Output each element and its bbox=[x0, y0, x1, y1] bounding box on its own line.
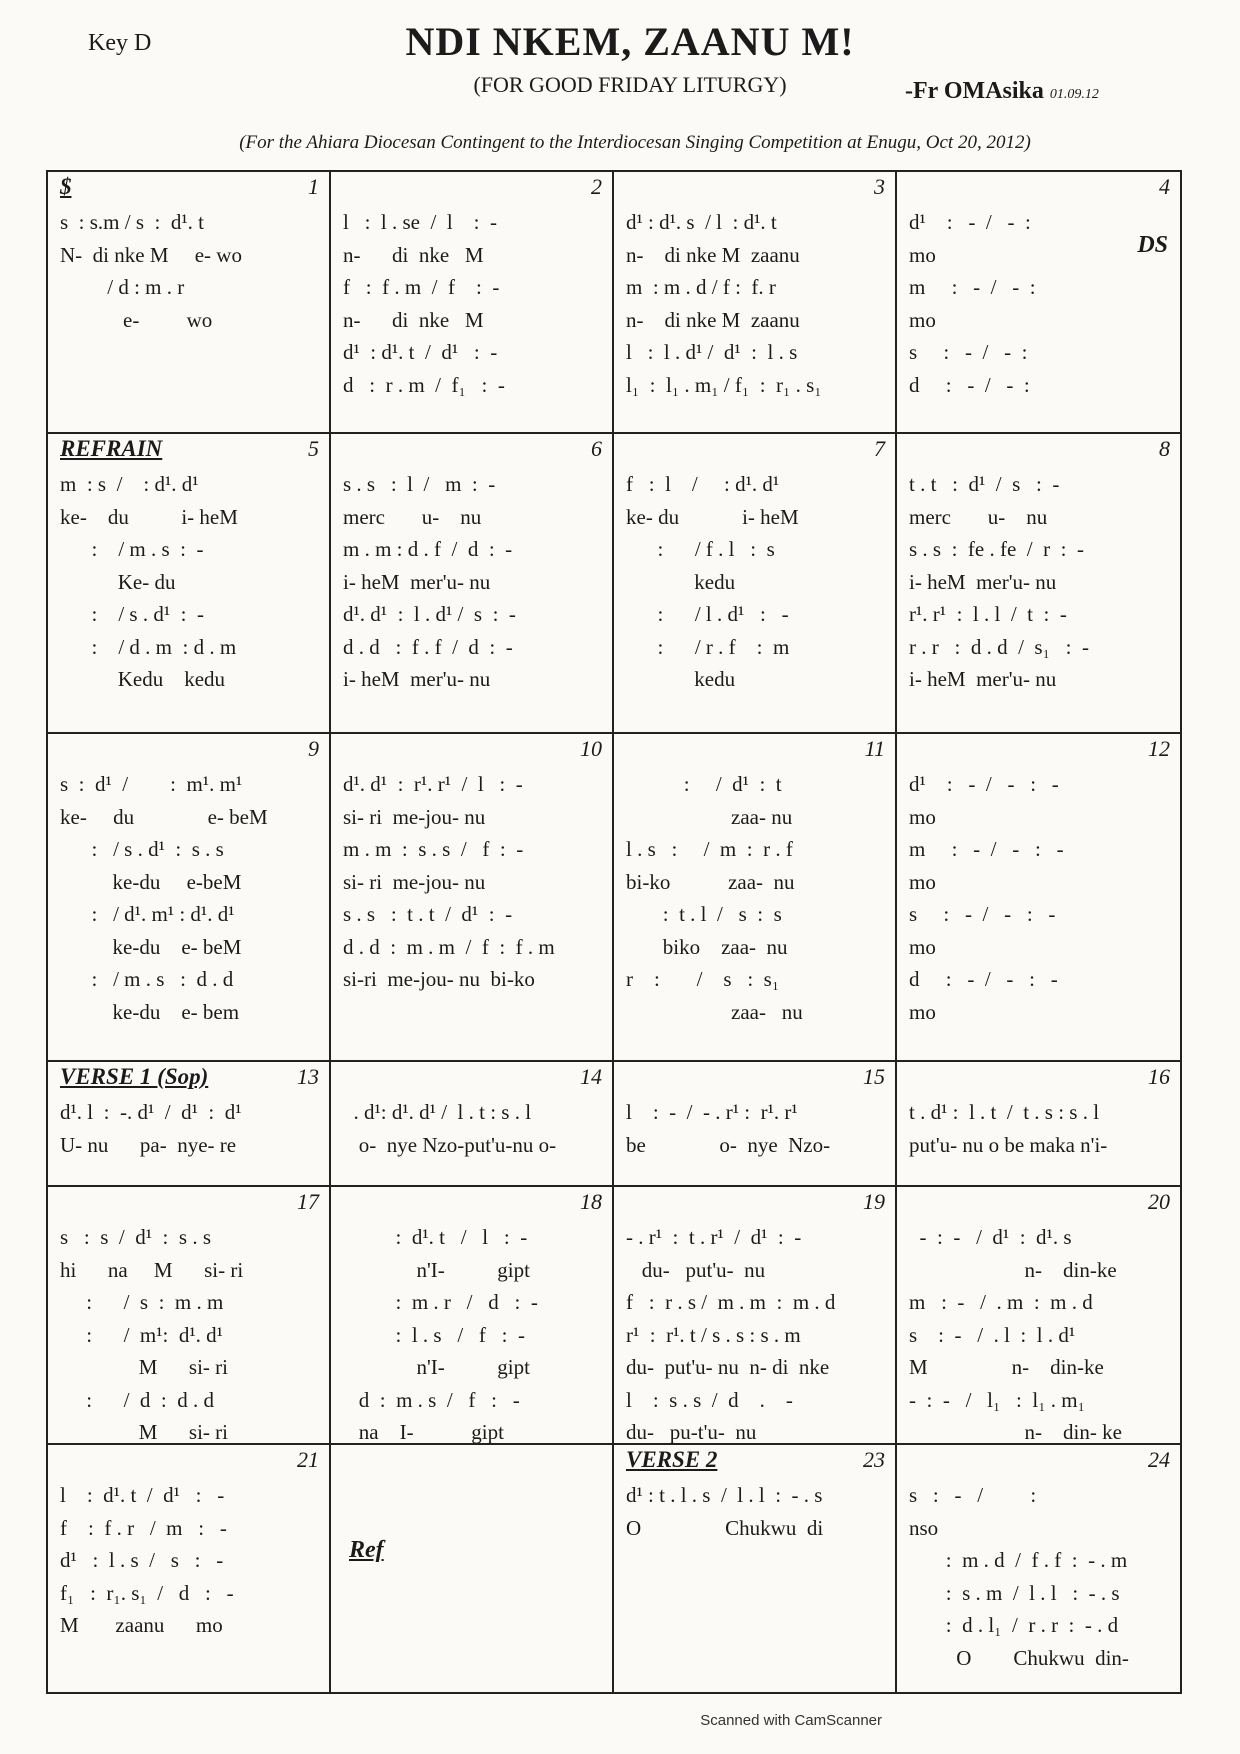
notation-line: m : - / . m : m . d bbox=[909, 1290, 1093, 1314]
notation-line: : d¹. t / l : - bbox=[343, 1225, 528, 1249]
notation-line: i- heM mer'u- nu bbox=[343, 569, 491, 594]
bar-cell bbox=[897, 1062, 1180, 1187]
section-label: VERSE 1 (Sop) bbox=[60, 1064, 209, 1089]
notation-line: r : / s : s₁ bbox=[626, 967, 780, 991]
notation-line: i- heM mer'u- nu bbox=[909, 569, 1057, 594]
notation-line: : s . m / l . l : - . s bbox=[909, 1580, 1120, 1605]
bar-number: 23 bbox=[863, 1447, 885, 1472]
notation-line: d¹ : - / - : - bbox=[909, 772, 1059, 796]
notation-line: biko zaa- nu bbox=[626, 934, 788, 959]
notation-line: mo bbox=[909, 242, 936, 267]
bar-number: 24 bbox=[1148, 1447, 1170, 1472]
bar-number: 1 bbox=[308, 174, 319, 199]
notation-line: m : - / - : - bbox=[909, 837, 1064, 861]
song-subtitle: (FOR GOOD FRIDAY LITURGY) bbox=[473, 72, 787, 97]
notation-line: ke-du e- beM bbox=[60, 934, 242, 959]
notation-lines bbox=[343, 1096, 602, 1161]
notation-line: r . r : d . d / s₁ : - bbox=[909, 634, 1089, 659]
notation-line: l : - / - . r¹ : r¹. r¹ bbox=[626, 1100, 798, 1124]
notation-line: d : - / - : - bbox=[909, 967, 1058, 991]
notation-lines bbox=[626, 206, 885, 401]
scanner-watermark: Scanned with CamScanner bbox=[700, 1712, 882, 1729]
bar-cell bbox=[614, 734, 897, 1062]
notation-line: mo bbox=[909, 307, 936, 332]
notation-line: M si- ri bbox=[60, 1355, 228, 1379]
notation-line: : / f . l : s bbox=[626, 537, 775, 561]
notation-line: s : d¹ / : m¹. m¹ bbox=[60, 772, 243, 796]
notation-line: merc u- nu bbox=[909, 504, 1048, 529]
section-label: $ bbox=[60, 174, 72, 199]
bar-cell bbox=[331, 1445, 614, 1692]
bar-cell bbox=[897, 434, 1180, 734]
notation-line: : m . d / f . f : - . m bbox=[909, 1548, 1128, 1572]
notation-lines bbox=[909, 1221, 1170, 1445]
bar-cell bbox=[48, 1062, 331, 1187]
notation-line: n'I- gipt bbox=[343, 1257, 530, 1282]
notation-line: : l . s / f : - bbox=[343, 1322, 525, 1347]
section-label: REFRAIN bbox=[60, 436, 163, 461]
notation-line: m : s / : d¹. d¹ bbox=[60, 472, 199, 496]
notation-line: s : - / : bbox=[909, 1483, 1037, 1507]
notation-line: l₁ : l₁ . m₁ / f₁ : r₁ . s₁ bbox=[626, 372, 822, 397]
notation-line: l . s : / m : r . f bbox=[626, 837, 793, 861]
bar-number: 20 bbox=[1148, 1189, 1170, 1214]
notation-line: f : f . r / m : - bbox=[60, 1515, 227, 1540]
notation-lines bbox=[626, 1221, 885, 1445]
notation-line: s : s / d¹ : s . s bbox=[60, 1225, 211, 1249]
bar-cell bbox=[614, 1445, 897, 1692]
notation-lines bbox=[909, 768, 1170, 1028]
notation-line: / d : m . r bbox=[60, 275, 185, 299]
bar-number: 9 bbox=[308, 736, 319, 761]
notation-line: ke- du i- heM bbox=[626, 504, 799, 529]
notation-line: n- di nke M bbox=[343, 307, 484, 332]
notation-lines bbox=[60, 1221, 319, 1445]
notation-line: d : r . m / f₁ : - bbox=[343, 372, 505, 397]
notation-line: d . d : m . m / f : f . m bbox=[343, 934, 555, 959]
notation-lines bbox=[626, 768, 885, 1028]
notation-lines bbox=[909, 1096, 1170, 1161]
notation-lines bbox=[909, 1479, 1170, 1674]
notation-line: d : m . s / f : - bbox=[343, 1387, 520, 1412]
notation-line: t . t : d¹ / s : - bbox=[909, 472, 1060, 496]
bar-number: 7 bbox=[874, 436, 885, 461]
bar-number: 14 bbox=[580, 1064, 602, 1089]
bar-number: 4 bbox=[1159, 174, 1170, 199]
key-signature: Key D bbox=[88, 30, 152, 56]
notation-lines bbox=[343, 1221, 602, 1445]
section-label: VERSE 2 bbox=[626, 1447, 718, 1472]
notation-line: M si- ri bbox=[60, 1420, 228, 1444]
notation-line: merc u- nu bbox=[343, 504, 482, 529]
notation-line: n'I- gipt bbox=[343, 1355, 530, 1379]
bar-number: 18 bbox=[580, 1189, 602, 1214]
notation-line: : t . l / s : s bbox=[626, 902, 782, 926]
notation-line: d¹ : d¹. t / d¹ : - bbox=[343, 340, 498, 364]
bar-number: 3 bbox=[874, 174, 885, 199]
bar-number: 2 bbox=[591, 174, 602, 199]
notation-line: - : - / d¹ : d¹. s bbox=[909, 1225, 1072, 1249]
notation-line: m . m : s . s / f : - bbox=[343, 837, 524, 861]
notation-line: d¹ : d¹. s / l : d¹. t bbox=[626, 210, 777, 234]
notation-line: M zaanu mo bbox=[60, 1613, 223, 1637]
notation-line: : / d : d . d bbox=[60, 1387, 215, 1412]
bar-cell bbox=[48, 1187, 331, 1445]
notation-line: U- nu pa- nye- re bbox=[60, 1132, 237, 1157]
bar-cell bbox=[48, 172, 331, 434]
notation-line: nso bbox=[909, 1515, 939, 1540]
notation-line: O Chukwu din- bbox=[909, 1645, 1129, 1670]
notation-line: N- di nke M e- wo bbox=[60, 242, 242, 267]
bar-cell bbox=[614, 1187, 897, 1445]
notation-line: s . s : l / m : - bbox=[343, 472, 496, 496]
bar-cell bbox=[331, 1062, 614, 1187]
notation-line: du- put'u- nu n- di nke bbox=[626, 1355, 830, 1379]
notation-line: i- heM mer'u- nu bbox=[909, 667, 1057, 691]
notation-line: s : - / - : bbox=[909, 340, 1028, 364]
notation-line: ke- du i- heM bbox=[60, 504, 238, 529]
bar-number: 12 bbox=[1148, 736, 1170, 761]
notation-line: : / m . s : d . d bbox=[60, 967, 234, 991]
notation-line: zaa- nu bbox=[626, 999, 803, 1024]
notation-line: Kedu kedu bbox=[60, 667, 226, 691]
notation-line: kedu bbox=[626, 569, 736, 594]
bar-number: 5 bbox=[308, 436, 319, 461]
notation-line: mo bbox=[909, 804, 936, 829]
bar-cell bbox=[331, 434, 614, 734]
bar-cell bbox=[897, 172, 1180, 434]
bar-number: 16 bbox=[1148, 1064, 1170, 1089]
notation-line: r¹. r¹ : l . l / t : - bbox=[909, 602, 1067, 626]
notation-line: l : l . se / l : - bbox=[343, 210, 497, 234]
bar-cell bbox=[331, 172, 614, 434]
notation-line: : / d . m : d . m bbox=[60, 634, 237, 659]
bar-cell bbox=[331, 734, 614, 1062]
notation-line: m : - / - : bbox=[909, 275, 1036, 299]
bar-number: 8 bbox=[1159, 436, 1170, 461]
notation-line: i- heM mer'u- nu bbox=[343, 667, 491, 691]
notation-line: zaa- nu bbox=[626, 804, 793, 829]
notation-line: : / s . d¹ : s . s bbox=[60, 837, 224, 861]
bar-number: 17 bbox=[297, 1189, 319, 1214]
refrain-reference: Ref bbox=[349, 1537, 384, 1563]
notation-line: put'u- nu o be maka n'i- bbox=[909, 1132, 1108, 1157]
notation-line: - . r¹ : t . r¹ / d¹ : - bbox=[626, 1225, 802, 1249]
notation-line: l : l . d¹ / d¹ : l . s bbox=[626, 340, 798, 364]
notation-line: s : s.m / s : d¹. t bbox=[60, 210, 204, 234]
notation-line: mo bbox=[909, 934, 936, 959]
notation-line: si- ri me-jou- nu bbox=[343, 869, 486, 894]
notation-lines bbox=[626, 1479, 885, 1544]
notation-line: be o- nye Nzo- bbox=[626, 1132, 831, 1157]
notation-line: s . s : fe . fe / r : - bbox=[909, 537, 1084, 561]
notation-line: d¹ : t . l . s / l . l : - . s bbox=[626, 1483, 823, 1507]
notation-lines bbox=[60, 468, 319, 696]
notation-lines bbox=[343, 206, 602, 401]
bar-cell bbox=[48, 734, 331, 1062]
notation-line: f : r . s / m . m : m . d bbox=[626, 1290, 836, 1314]
notation-line: n- din- ke bbox=[909, 1420, 1122, 1444]
notation-line: l : s . s / d . - bbox=[626, 1387, 793, 1412]
notation-line: s : - / - : - bbox=[909, 902, 1056, 926]
notation-line: o- nye Nzo-put'u-nu o- bbox=[343, 1132, 557, 1157]
notation-lines bbox=[60, 206, 319, 336]
notation-line: n- di nke M bbox=[343, 242, 484, 267]
notation-line: s . s : t . t / d¹ : - bbox=[343, 902, 513, 926]
notation-line: d¹. d¹ : r¹. r¹ / l : - bbox=[343, 772, 523, 796]
song-title: NDI NKEM, ZAANU M! bbox=[405, 19, 855, 64]
composition-date: 01.09.12 bbox=[1049, 87, 1099, 102]
notation-line: : d . l₁ / r . r : - . d bbox=[909, 1613, 1119, 1637]
composer bbox=[905, 78, 1099, 105]
bar-cell bbox=[897, 1445, 1180, 1692]
bar-cell bbox=[48, 434, 331, 734]
bar-number: 21 bbox=[297, 1447, 319, 1472]
notation-line: bi-ko zaa- nu bbox=[626, 869, 795, 894]
notation-line: ke-du e-beM bbox=[60, 869, 242, 894]
notation-line: t . d¹ : l . t / t . s : s . l bbox=[909, 1100, 1100, 1124]
bar-number: 19 bbox=[863, 1189, 885, 1214]
notation-line: n- di nke M zaanu bbox=[626, 307, 800, 332]
notation-lines bbox=[626, 468, 885, 696]
notation-line: . d¹: d¹. d¹ / l . t : s . l bbox=[343, 1100, 532, 1124]
bar-cell bbox=[48, 1445, 331, 1692]
notation-lines bbox=[60, 1096, 319, 1161]
notation-line: : / d¹. m¹ : d¹. d¹ bbox=[60, 902, 235, 926]
notation-line: mo bbox=[909, 869, 936, 894]
bar-cell bbox=[614, 434, 897, 734]
notation-line: s : - / . l : l . d¹ bbox=[909, 1322, 1076, 1347]
notation-lines bbox=[343, 468, 602, 696]
bar-cell bbox=[614, 1062, 897, 1187]
notation-line: d . d : f . f / d : - bbox=[343, 634, 513, 659]
score-grid bbox=[46, 170, 1182, 1694]
notation-line: ke-du e- bem bbox=[60, 999, 240, 1024]
notation-line: : / d¹ : t bbox=[626, 772, 782, 796]
notation-line: si- ri me-jou- nu bbox=[343, 804, 486, 829]
notation-line: m : m . d / f : f. r bbox=[626, 275, 776, 299]
notation-line: m . m : d . f / d : - bbox=[343, 537, 513, 561]
notation-lines bbox=[60, 768, 319, 1028]
notation-line: O Chukwu di bbox=[626, 1515, 824, 1540]
notation-line: f : l / : d¹. d¹ bbox=[626, 472, 780, 496]
notation-line: mo bbox=[909, 999, 936, 1024]
notation-line: d¹. d¹ : l . d¹ / s : - bbox=[343, 602, 516, 626]
notation-line: M n- din-ke bbox=[909, 1355, 1104, 1379]
dal-segno-mark: DS bbox=[1137, 232, 1168, 258]
notation-lines bbox=[343, 768, 602, 996]
bar-cell bbox=[897, 1187, 1180, 1445]
bar-number: 6 bbox=[591, 436, 602, 461]
notation-line: : m . r / d : - bbox=[343, 1290, 538, 1314]
bar-number: 10 bbox=[580, 736, 602, 761]
notation-line: du- put'u- nu bbox=[626, 1257, 766, 1282]
notation-line: : / m¹: d¹. d¹ bbox=[60, 1322, 223, 1347]
notation-line: na I- gipt bbox=[343, 1420, 504, 1444]
notation-line: d¹ : - / - : bbox=[909, 210, 1031, 234]
notation-line: : / r . f : m bbox=[626, 634, 790, 659]
notation-lines bbox=[60, 1479, 319, 1642]
notation-line: f₁ : r₁. s₁ / d : - bbox=[60, 1580, 234, 1605]
notation-line: kedu bbox=[626, 667, 736, 691]
notation-line: f : f . m / f : - bbox=[343, 275, 500, 299]
notation-line: l : d¹. t / d¹ : - bbox=[60, 1483, 225, 1507]
notation-line: d¹ : l . s / s : - bbox=[60, 1548, 224, 1572]
dedication-note: (For the Ahiara Diocesan Contingent to the Interdiocesan Singing Competition at Enugu, Oct 20, 2012) bbox=[239, 132, 1031, 153]
bar-number: 13 bbox=[297, 1064, 319, 1089]
notation-line: e- wo bbox=[60, 307, 213, 332]
notation-lines bbox=[909, 468, 1170, 696]
bar-cell bbox=[331, 1187, 614, 1445]
notation-line: - : - / l₁ : l₁ . m₁ bbox=[909, 1387, 1085, 1412]
notation-line: : / l . d¹ : - bbox=[626, 602, 789, 626]
notation-line: d¹. l : -. d¹ / d¹ : d¹ bbox=[60, 1100, 242, 1124]
notation-line: ke- du e- beM bbox=[60, 804, 268, 829]
bar-cell bbox=[614, 172, 897, 434]
notation-line: d : - / - : bbox=[909, 372, 1030, 397]
notation-line: si-ri me-jou- nu bi-ko bbox=[343, 967, 535, 991]
notation-line: r¹ : r¹. t / s . s : s . m bbox=[626, 1322, 801, 1347]
notation-lines bbox=[626, 1096, 885, 1161]
notation-line: n- di nke M zaanu bbox=[626, 242, 800, 267]
notation-line: : / m . s : - bbox=[60, 537, 204, 561]
notation-line: : / s : m . m bbox=[60, 1290, 224, 1314]
composer-name: -Fr OMAsika bbox=[905, 78, 1044, 104]
bar-number: 11 bbox=[864, 736, 885, 761]
notation-line: hi na M si- ri bbox=[60, 1257, 244, 1282]
bar-cell bbox=[897, 734, 1180, 1062]
bar-number: 15 bbox=[863, 1064, 885, 1089]
notation-line: n- din-ke bbox=[909, 1257, 1117, 1282]
notation-line: : / s . d¹ : - bbox=[60, 602, 204, 626]
notation-line: Ke- du bbox=[60, 569, 176, 594]
notation-line: du- pu-t'u- nu bbox=[626, 1420, 757, 1444]
notation-lines bbox=[909, 206, 1170, 401]
